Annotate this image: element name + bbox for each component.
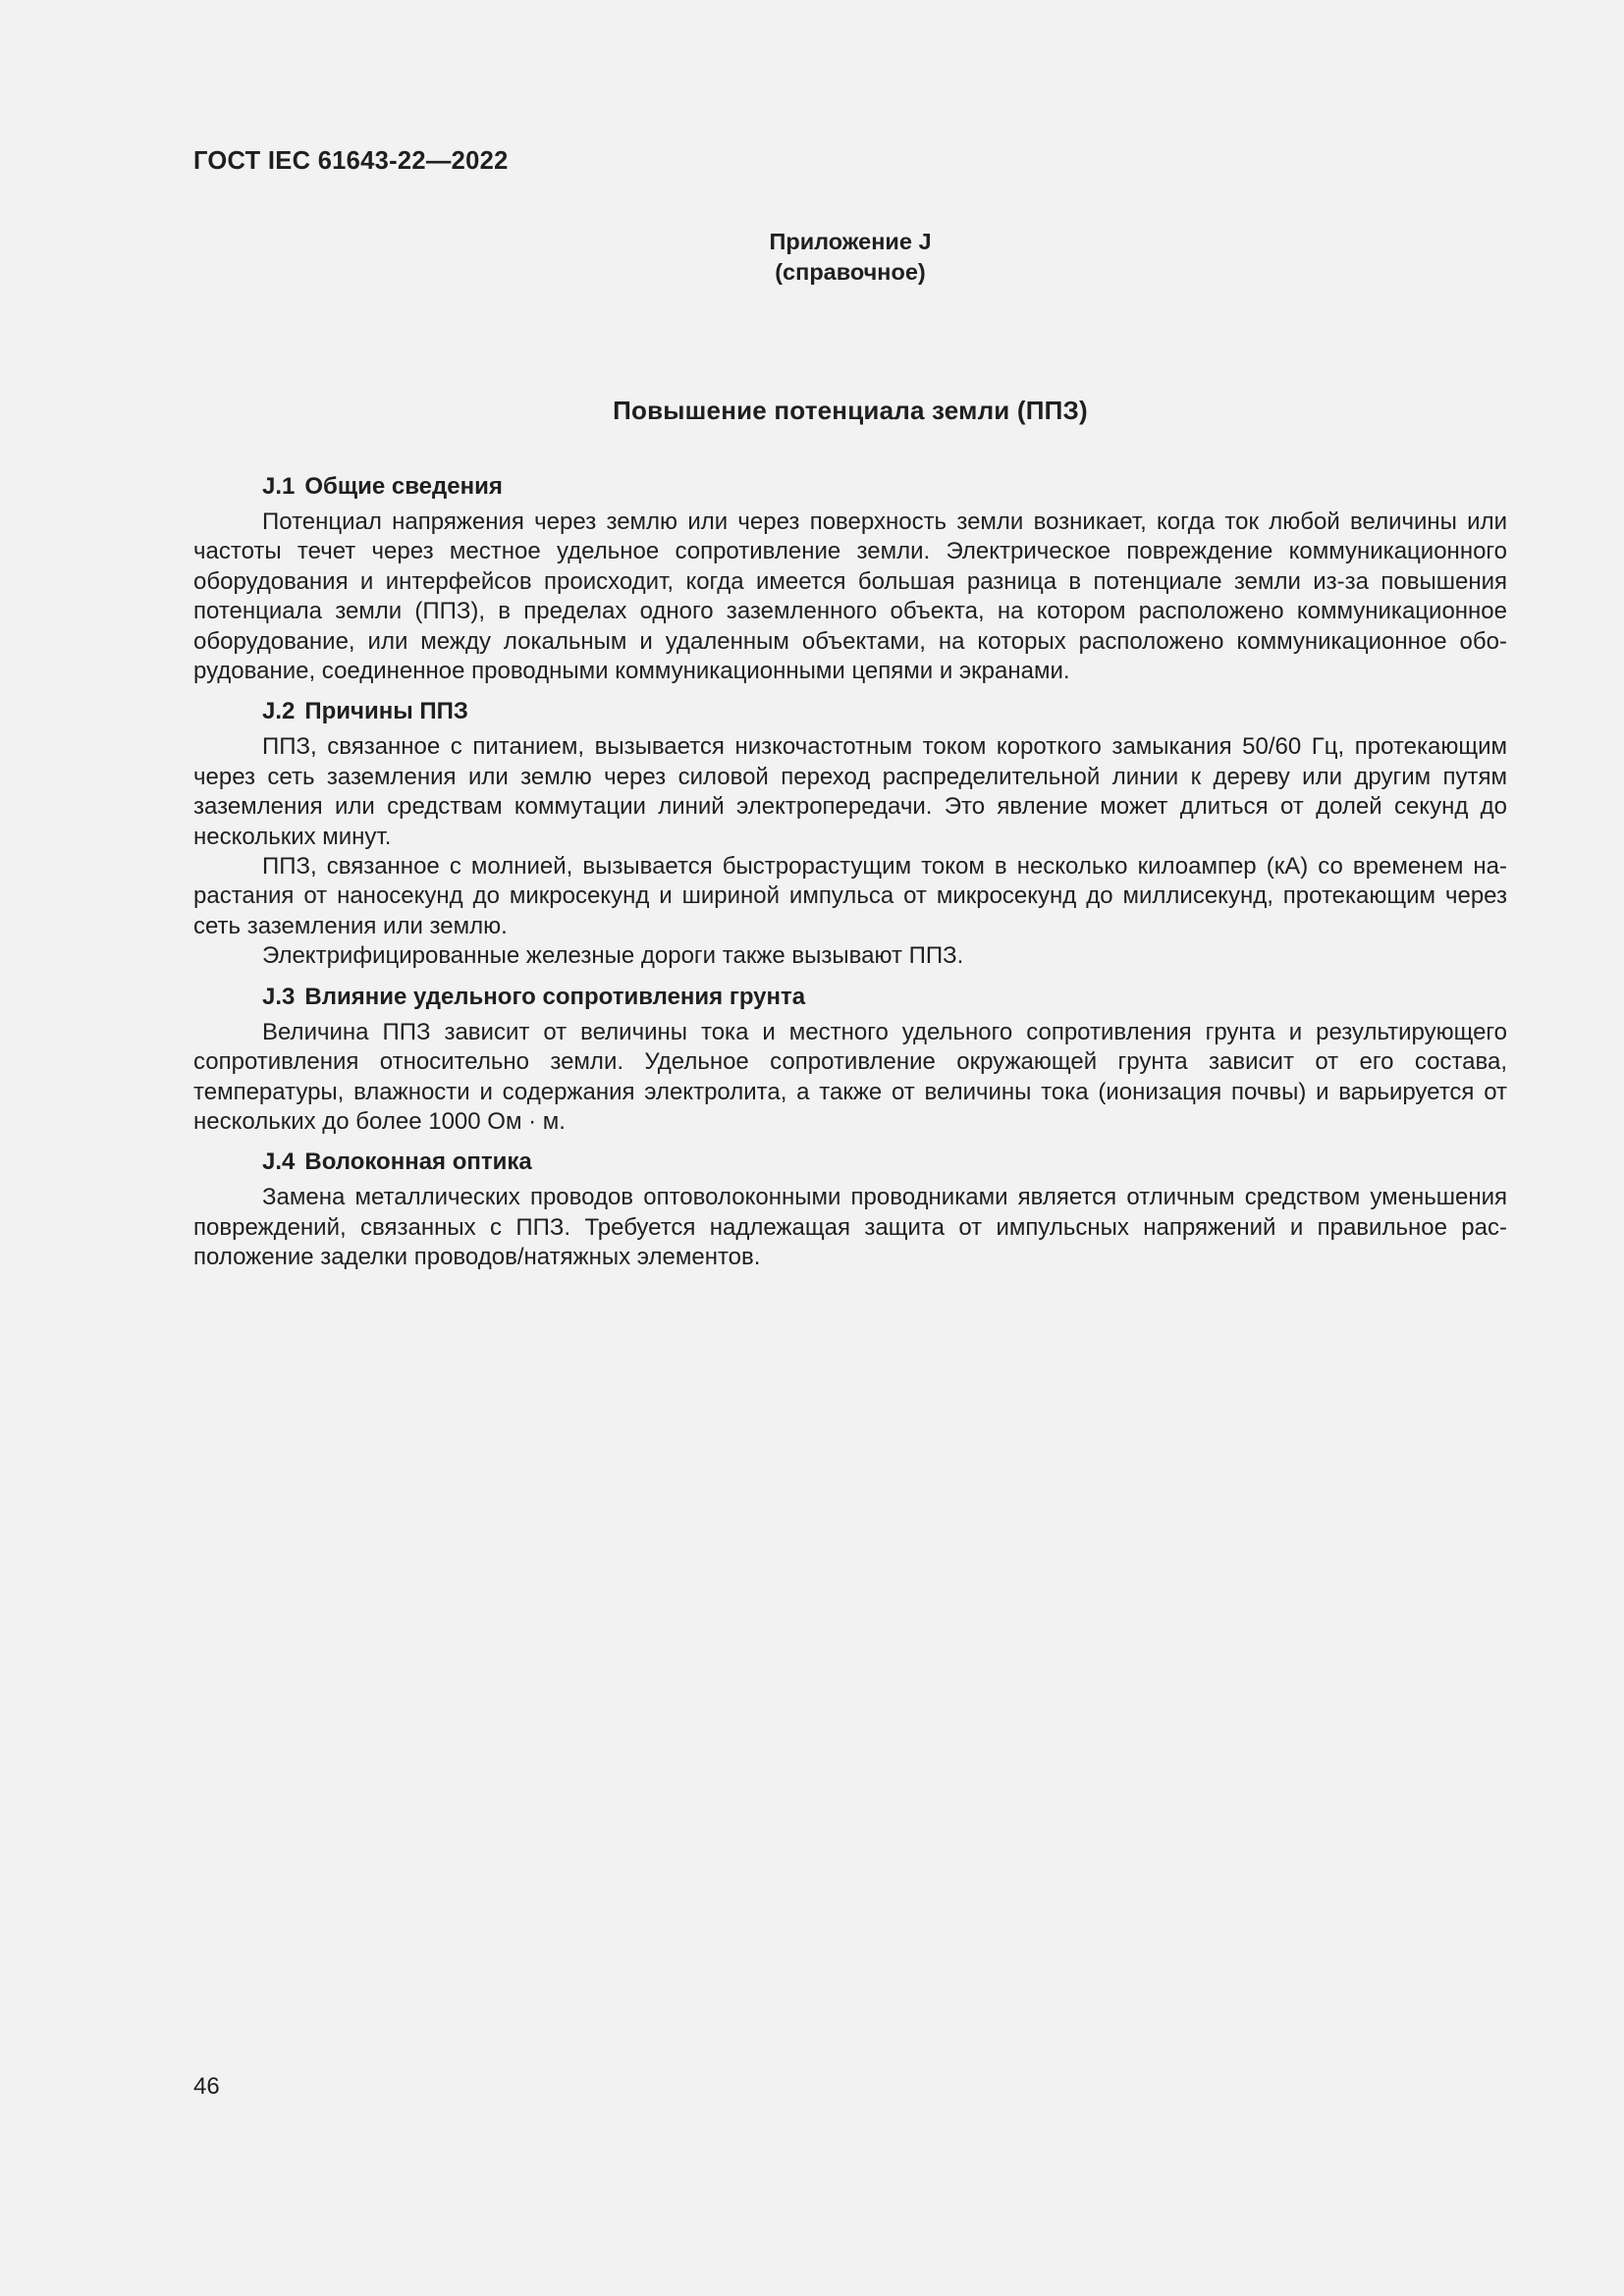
section-title: Влияние удельного сопротивления грунта (304, 983, 806, 1010)
section-title: Причины ППЗ (304, 698, 468, 725)
annex-block (193, 227, 1507, 288)
paragraph: Электрифицированные железные дороги также вызывают ППЗ. (262, 942, 964, 970)
section-title: Волоконная оптика (304, 1148, 532, 1176)
section-heading (193, 697, 1507, 726)
page-number: 46 (193, 2073, 220, 2100)
section-number: J.4 (262, 1148, 296, 1176)
page-header-standard-code: ГОСТ IEC 61643-22—2022 (193, 147, 509, 175)
section-heading (193, 983, 1507, 1012)
section-title: Общие сведения (304, 473, 503, 500)
annex-status: (справочное) (775, 259, 926, 285)
section-j4 (193, 1148, 1507, 1272)
section-j3 (193, 983, 1507, 1138)
document-title: Повышение потенциала земли (ППЗ) (613, 396, 1088, 425)
paragraph: Величина ППЗ зависит от величины тока и местного удельного сопротивления грунта и результирующего сопротивления относительно земли. Удельное сопротивление окружающей грунта зависит от его состава, температуры, влажности и содержания электролита, а также от величины тока (ионизация почвы) и варьируется от нескольких до более 1000 Ом · м. (193, 1018, 1507, 1135)
paragraph: Замена металлических проводов оптоволоконными проводниками является отличным средством уменьшения повреждений, связанных с ППЗ. Требуется надлежащая защита от импульсных напряжений и правильное расположение заделки проводов/натяжных элементов. (193, 1184, 1507, 1271)
document-body (193, 472, 1507, 1284)
section-heading (193, 1148, 1507, 1177)
paragraph: Потенциал напряжения через землю или через поверхность земли возникает, когда ток любой величины или частоты течет через местное удельное сопротивление земли. Электрическое повреждение коммуникационного оборудования и интерфейсов происходит, когда имеется большая разница в потенциале земли из-за повышения потенциала земли (ППЗ), в пределах одного заземленного объекта, на котором расположено коммуникационное оборудование, или между локальным и удаленным объектами, на которых расположено коммуникационное оборудование, соединенное проводными коммуникационными цепями и экранами. (193, 508, 1507, 685)
section-number: J.1 (262, 473, 296, 500)
paragraph: ППЗ, связанное с питанием, вызывается низкочастотным током короткого замыкания 50/60 Гц, протекающим через сеть заземления или землю через силовой переход распределительной линии к дереву или другим путям заземления или средствам коммутации линий электропередачи. Это явление может длиться от долей секунд до нескольких минут. (193, 733, 1507, 850)
section-number: J.2 (262, 698, 296, 725)
section-j2 (193, 697, 1507, 971)
annex-label: Приложение J (769, 229, 932, 254)
section-number: J.3 (262, 983, 296, 1010)
paragraph: ППЗ, связанное с молнией, вызывается быстрорастущим током в несколько килоампер (кА) со временем нарастания от наносекунд до микросекунд и шириной импульса от микросекунд до миллисекунд, протекающим через сеть заземления или землю. (193, 853, 1507, 939)
section-heading (193, 472, 1507, 502)
section-j1 (193, 472, 1507, 686)
